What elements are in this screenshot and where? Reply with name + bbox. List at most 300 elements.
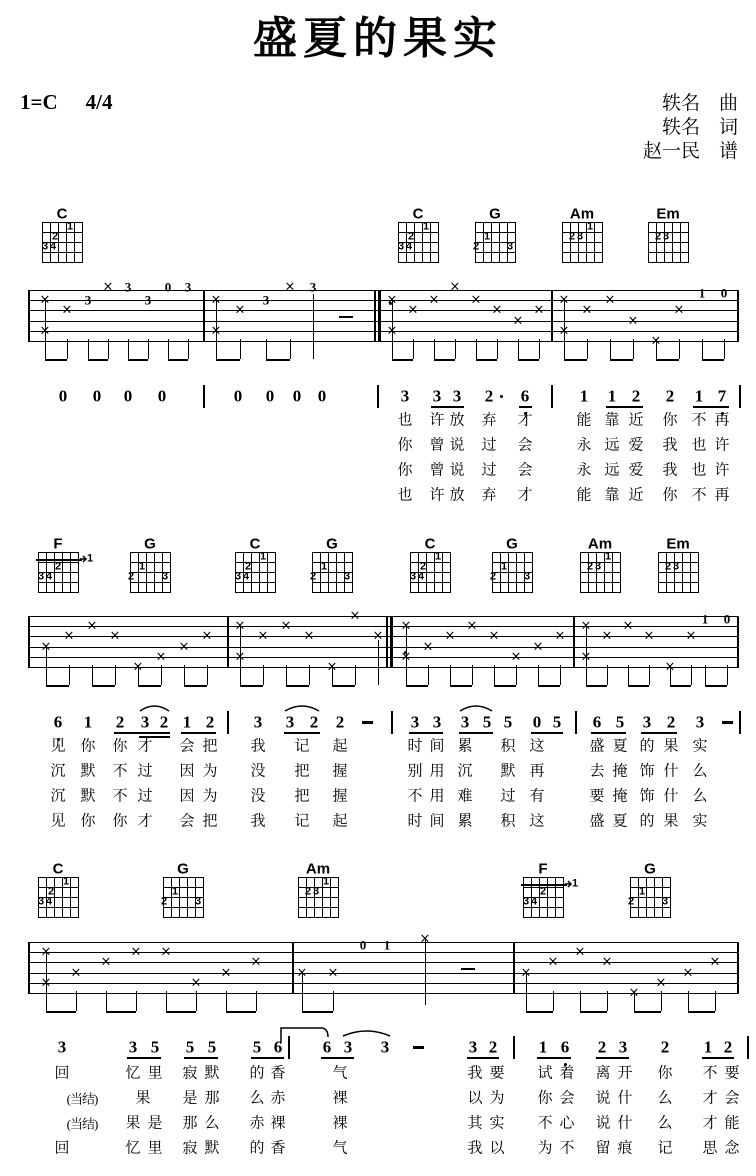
chord-grid-line <box>235 592 276 593</box>
chord-finger: 3 <box>397 240 405 253</box>
lyric-char: 要 <box>589 788 605 805</box>
chord-grid-line <box>492 552 533 553</box>
lyric-char: 远 <box>604 462 620 479</box>
chord-finger: 2 <box>627 895 635 908</box>
lyric-char: 痕 <box>617 1140 633 1157</box>
chord-barre-finger: 1 <box>86 552 94 565</box>
lyric-char: 什 <box>663 788 679 805</box>
chord-grid-line <box>630 917 671 918</box>
chord-grid-line <box>298 917 339 918</box>
chord-finger: 3 <box>672 560 680 573</box>
lyric-char: 不 <box>691 412 707 429</box>
staff-line <box>28 973 737 974</box>
lyric-char: 能 <box>576 487 592 504</box>
lyric-char: 么 <box>249 1090 265 1107</box>
chord-finger: 1 <box>434 550 442 563</box>
tab-x-mark: × <box>303 628 315 644</box>
lyric-char: 说 <box>595 1090 611 1107</box>
lyric-char: 才 <box>702 1115 718 1132</box>
tab-x-mark: × <box>510 649 522 665</box>
tab-x-mark: × <box>100 954 112 970</box>
beam-stem <box>607 991 608 1011</box>
eighth-beam <box>450 685 472 687</box>
eighth-underline <box>114 732 170 734</box>
staff-line <box>28 616 737 617</box>
eighth-underline <box>531 732 563 734</box>
chord-finger: 1 <box>483 230 491 243</box>
tie <box>280 1026 331 1044</box>
notation-barline <box>747 1036 749 1059</box>
chord-grid-line <box>648 222 689 223</box>
eighth-beam <box>45 359 67 361</box>
staff-line <box>28 657 737 658</box>
beam-stem <box>538 665 539 685</box>
chord-finger: 1 <box>66 220 74 233</box>
tab-fret-number: 3 <box>309 279 317 295</box>
chord-finger: 3 <box>662 230 670 243</box>
eighth-beam <box>656 359 679 361</box>
notation-number: 1 <box>607 386 617 406</box>
notation-number: 0 <box>92 386 102 406</box>
chord-label: Am <box>569 205 595 223</box>
lyric-char: 也 <box>397 487 413 504</box>
beam-stem <box>628 665 629 685</box>
chord-grid-line <box>163 917 204 918</box>
note-stem <box>313 294 314 359</box>
chord-label: C <box>52 860 64 878</box>
lyric-char: 靠 <box>604 487 620 504</box>
notation-number: 2 <box>660 1037 670 1057</box>
notation-number: 0 <box>265 386 275 406</box>
lyric-char: 我 <box>662 437 678 454</box>
lyric-char: 默 <box>500 763 516 780</box>
eighth-beam <box>216 359 240 361</box>
notation-number: 3 <box>695 712 705 732</box>
tab-x-mark: × <box>466 618 478 634</box>
tab-x-mark: × <box>547 954 559 970</box>
eighth-beam <box>526 1011 553 1013</box>
eighth-beam <box>240 685 263 687</box>
eighth-beam <box>128 359 148 361</box>
notation-number: 2 <box>597 1037 607 1057</box>
notation-number: 2 <box>631 386 641 406</box>
tab-fret-number: 3 <box>262 292 270 308</box>
lyric-char: 以 <box>467 1090 483 1107</box>
chord-finger: 1 <box>322 875 330 888</box>
lyric-char: 为 <box>537 1140 553 1157</box>
tab-x-mark: × <box>220 965 232 981</box>
beam-stem <box>69 665 70 685</box>
lyric-char: 不 <box>691 487 707 504</box>
tab-x-mark: × <box>102 279 114 295</box>
chord-grid-line <box>658 552 699 553</box>
chord-grid-line <box>38 917 79 918</box>
song-title: 盛夏的果实 <box>253 14 503 63</box>
lyric-char: 默 <box>80 788 96 805</box>
chord-label: G <box>177 860 189 878</box>
notation-number: 0 <box>233 386 243 406</box>
staff-start-barline <box>28 942 30 994</box>
eighth-beam <box>46 1011 76 1013</box>
chord-grid-line <box>562 252 603 253</box>
lyric-char: 时 <box>407 738 423 755</box>
chord-grid-line <box>38 887 79 888</box>
lyric-char: 不 <box>112 763 128 780</box>
chord-grid-line <box>475 232 516 233</box>
chord-grid-line <box>523 907 564 908</box>
lyric-char: 说 <box>449 462 465 479</box>
lyric-char: 间 <box>429 813 445 830</box>
notation-number: 5 <box>615 712 625 732</box>
beam-stem <box>290 339 291 359</box>
eighth-beam <box>634 1011 661 1013</box>
chord-grid-line <box>42 222 83 223</box>
chord-finger: 2 <box>586 560 594 573</box>
tab-x-mark: × <box>326 659 338 675</box>
notation-number: 2 <box>205 712 215 732</box>
tab-x-mark: × <box>400 618 412 634</box>
tab-x-mark: × <box>470 292 482 308</box>
chord-grid-line <box>492 592 533 593</box>
notation-number: 0 <box>317 386 327 406</box>
lyric-char: 你 <box>112 813 128 830</box>
staff-line <box>28 300 737 301</box>
tab-x-mark: × <box>296 965 308 981</box>
chord-grid-line <box>658 592 699 593</box>
tab-x-mark: × <box>581 302 593 318</box>
chord-label: C <box>424 535 436 553</box>
beam-stem <box>263 665 264 685</box>
key-time-signature <box>20 90 112 115</box>
chord-finger: 1 <box>171 885 179 898</box>
notation-number: 3 <box>57 1037 67 1057</box>
barline <box>513 942 515 994</box>
beam-stem <box>128 339 129 359</box>
lyric-char: 起 <box>332 813 348 830</box>
beam-stem <box>355 665 356 685</box>
lyric-char: 时 <box>407 813 423 830</box>
notation-number: 1 <box>703 1037 713 1057</box>
chord-grid-line <box>312 592 353 593</box>
eighth-underline <box>693 406 729 408</box>
lyric-char: 不 <box>559 1140 575 1157</box>
eighth-beam <box>670 685 691 687</box>
chord-grid-line <box>562 222 603 223</box>
eighth-underline <box>591 732 626 734</box>
lyric-char: 放 <box>449 487 465 504</box>
chord-finger: 1 <box>62 875 70 888</box>
lyric-char: 寂 <box>182 1065 198 1082</box>
tab-x-mark: × <box>70 965 82 981</box>
lyric-char: 么 <box>204 1115 220 1132</box>
notation-number: 1 <box>538 1037 548 1057</box>
chord-label: F <box>53 535 63 553</box>
lyric-char: 记 <box>294 738 310 755</box>
tab-x-mark: × <box>284 279 296 295</box>
notation-number: 3 <box>432 712 442 732</box>
lyric-char: 沉 <box>50 788 66 805</box>
lyric-char: 的 <box>249 1140 265 1157</box>
notation-barline <box>551 385 553 408</box>
lyric-char: 忆 <box>125 1140 141 1157</box>
lyric-char: 是 <box>182 1090 198 1107</box>
eighth-underline <box>321 1057 354 1059</box>
lyric-char: 心 <box>559 1115 575 1132</box>
tab-x-mark: × <box>512 313 524 329</box>
lyric-char: 为 <box>202 788 218 805</box>
chord-grid-line <box>523 917 564 918</box>
lyric-char: 握 <box>332 763 348 780</box>
lyric-char: 远 <box>604 437 620 454</box>
chord-grid-line <box>298 907 339 908</box>
tab-x-mark: × <box>61 302 73 318</box>
lyric-char: 你 <box>112 738 128 755</box>
chord-finger: 3 <box>343 570 351 583</box>
eighth-beam <box>494 685 516 687</box>
eighth-beam <box>92 685 115 687</box>
staff-start-barline <box>28 616 30 668</box>
notation-number: 3 <box>618 1037 628 1057</box>
tab-fret-number: 3 <box>84 292 92 308</box>
lyric-char: 过 <box>481 462 497 479</box>
chord-finger: 2 <box>419 560 427 573</box>
lyric-char: 因 <box>179 788 195 805</box>
lyric-char: 把 <box>202 738 218 755</box>
lyric-char: 那 <box>182 1115 198 1132</box>
eighth-beam <box>538 685 560 687</box>
lyric-char: 要 <box>724 1065 740 1082</box>
tab-x-mark: × <box>327 965 339 981</box>
lyric-char: 默 <box>204 1140 220 1157</box>
eighth-beam <box>628 685 649 687</box>
chord-label: Em <box>666 535 690 553</box>
tab-x-mark: × <box>40 639 52 655</box>
lyric-char: 其 <box>467 1115 483 1132</box>
notation-number: 5 <box>503 712 513 732</box>
beam-stem <box>476 339 477 359</box>
chord-grid-line <box>398 232 439 233</box>
notation-number: 5 <box>552 712 562 732</box>
notation-barline <box>739 711 741 734</box>
lyric-char: 的 <box>639 738 655 755</box>
staff-line <box>28 942 737 943</box>
tab-x-mark: × <box>673 302 685 318</box>
lyricist-credit: 轶名 词 <box>661 117 738 138</box>
barline <box>292 942 294 994</box>
chord-grid-line <box>130 592 171 593</box>
lyric-char: 裸 <box>332 1090 348 1107</box>
tab-x-mark: × <box>622 618 634 634</box>
lyric-char: 过 <box>481 437 497 454</box>
tab-fret-number: 3 <box>124 279 132 295</box>
eighth-beam <box>392 359 413 361</box>
double-barline <box>374 290 376 342</box>
chord-label: F <box>538 860 548 878</box>
lyric-char: 能 <box>576 412 592 429</box>
lyric-char: 你 <box>662 487 678 504</box>
chord-grid-line <box>398 252 439 253</box>
beam-stem <box>168 339 169 359</box>
tab-x-mark: × <box>601 954 613 970</box>
beam-stem <box>67 339 68 359</box>
lyric-char: 会 <box>517 462 533 479</box>
lyric-char: 去 <box>589 763 605 780</box>
chord-grid-line <box>312 562 353 563</box>
lyric-char: 记 <box>657 1140 673 1157</box>
lyric-char: 不 <box>702 1065 718 1082</box>
lyric-char: 永 <box>576 437 592 454</box>
lyric-char: 近 <box>628 412 644 429</box>
chord-label: C <box>412 205 424 223</box>
beam-stem <box>661 991 662 1011</box>
barline <box>737 616 739 668</box>
eighth-beam <box>226 1011 256 1013</box>
tab-x-mark: × <box>39 292 51 308</box>
chord-grid-line <box>38 907 79 908</box>
lyric-char: 为 <box>489 1090 505 1107</box>
tab-fret-number: 0 <box>359 937 367 953</box>
beam-stem <box>76 991 77 1011</box>
lyric-char: 开 <box>617 1065 633 1082</box>
credits-block <box>643 92 738 164</box>
chord-grid-line <box>235 572 276 573</box>
slur <box>139 702 170 712</box>
beam-stem <box>161 665 162 685</box>
lyric-char: 许 <box>714 437 730 454</box>
beam-stem <box>724 339 725 359</box>
chord-grid-line <box>312 552 353 553</box>
staff-line <box>28 983 737 984</box>
chord-grid-line <box>38 582 79 583</box>
lyric-char: 我 <box>250 738 266 755</box>
tab-x-mark: × <box>554 628 566 644</box>
lyric-char: 裸 <box>332 1115 348 1132</box>
lyric-char: 气 <box>332 1065 348 1082</box>
tab-x-mark: × <box>520 965 532 981</box>
chord-grid-line <box>235 562 276 563</box>
notation-number: 0 <box>532 712 542 732</box>
chord-grid-line <box>38 877 79 878</box>
lyric-char: 寂 <box>182 1140 198 1157</box>
lyric-char: 间 <box>429 738 445 755</box>
lyric-char: 靠 <box>604 412 620 429</box>
slur <box>459 702 493 712</box>
notation-number: 3 <box>400 386 410 406</box>
notation-number: 3 <box>253 712 263 732</box>
notation-number: 6 <box>592 712 602 732</box>
beam-stem <box>148 339 149 359</box>
tab-x-mark: × <box>682 965 694 981</box>
eighth-beam <box>518 359 539 361</box>
lyric-char: 里 <box>147 1140 163 1157</box>
lyric-char: 曾 <box>429 437 445 454</box>
lyric-char: 把 <box>294 763 310 780</box>
chord-grid-line <box>235 552 276 553</box>
notation-number: 0 <box>157 386 167 406</box>
lyric-char: 夏 <box>612 813 628 830</box>
notation-number: 1 <box>694 386 704 406</box>
notation-dash <box>362 721 373 724</box>
chord-grid-line <box>42 242 83 243</box>
beam-stem <box>256 991 257 1011</box>
tab-x-mark: × <box>650 333 662 349</box>
lyric-char: 也 <box>691 462 707 479</box>
notation-number: 3 <box>460 712 470 732</box>
lyric-char: 什 <box>663 763 679 780</box>
chord-finger: 2 <box>54 560 62 573</box>
tab-x-mark: × <box>250 954 262 970</box>
tab-x-mark: × <box>155 649 167 665</box>
lyric-char: 没 <box>250 763 266 780</box>
notation-number: 3 <box>140 712 150 732</box>
chord-label: Em <box>656 205 680 223</box>
eighth-beam <box>106 1011 136 1013</box>
beam-stem <box>702 339 703 359</box>
lyric-char: 过 <box>500 788 516 805</box>
chord-label: G <box>506 535 518 553</box>
notation-number: 3 <box>452 386 462 406</box>
chord-grid-line <box>580 582 621 583</box>
lyric-char: 这 <box>529 813 545 830</box>
tab-fret-number: 0 <box>723 611 731 627</box>
lyric-char: 不 <box>537 1115 553 1132</box>
eighth-beam <box>302 1011 333 1013</box>
notation-number: 6 <box>273 1037 283 1057</box>
chord-finger: 1 <box>638 885 646 898</box>
tab-x-mark: × <box>655 975 667 991</box>
tab-x-mark: × <box>39 323 51 339</box>
lyric-char: 没 <box>250 788 266 805</box>
eighth-beam <box>476 359 497 361</box>
chord-finger: 1 <box>604 550 612 563</box>
tab-x-mark: × <box>257 628 269 644</box>
tab-x-mark: × <box>386 292 398 308</box>
lyric-char: 盛 <box>589 738 605 755</box>
lyric-char: 不 <box>407 788 423 805</box>
lyric-char: 你 <box>80 813 96 830</box>
chord-grid-line <box>38 592 79 593</box>
chord-label: G <box>144 535 156 553</box>
lyric-char: (当结) <box>66 1116 98 1132</box>
lyric-char: 许 <box>429 412 445 429</box>
beam-stem <box>434 339 435 359</box>
chord-label: C <box>56 205 68 223</box>
lyric-char: 么 <box>657 1090 673 1107</box>
eighth-beam <box>184 685 207 687</box>
eighth-beam <box>705 685 727 687</box>
tab-x-mark: × <box>178 639 190 655</box>
lyric-char: 那 <box>204 1090 220 1107</box>
time-signature: 4/4 <box>85 90 113 114</box>
lyric-char: 着 <box>559 1065 575 1082</box>
chord-grid-line <box>163 877 204 878</box>
eighth-beam <box>564 359 587 361</box>
tab-x-mark: × <box>444 628 456 644</box>
eighth-beam <box>168 359 188 361</box>
notation-number: 2 <box>666 712 676 732</box>
tab-x-mark: × <box>190 975 202 991</box>
eighth-beam <box>688 1011 715 1013</box>
eighth-beam <box>286 685 309 687</box>
tab-x-mark: × <box>386 323 398 339</box>
lyric-char: 累 <box>457 813 473 830</box>
lyric-char: 积 <box>500 813 516 830</box>
slur <box>284 702 320 712</box>
beam-stem <box>727 665 728 685</box>
chord-finger: 4 <box>417 570 425 583</box>
lyric-char: 默 <box>204 1065 220 1082</box>
lyric-char: 么 <box>692 763 708 780</box>
